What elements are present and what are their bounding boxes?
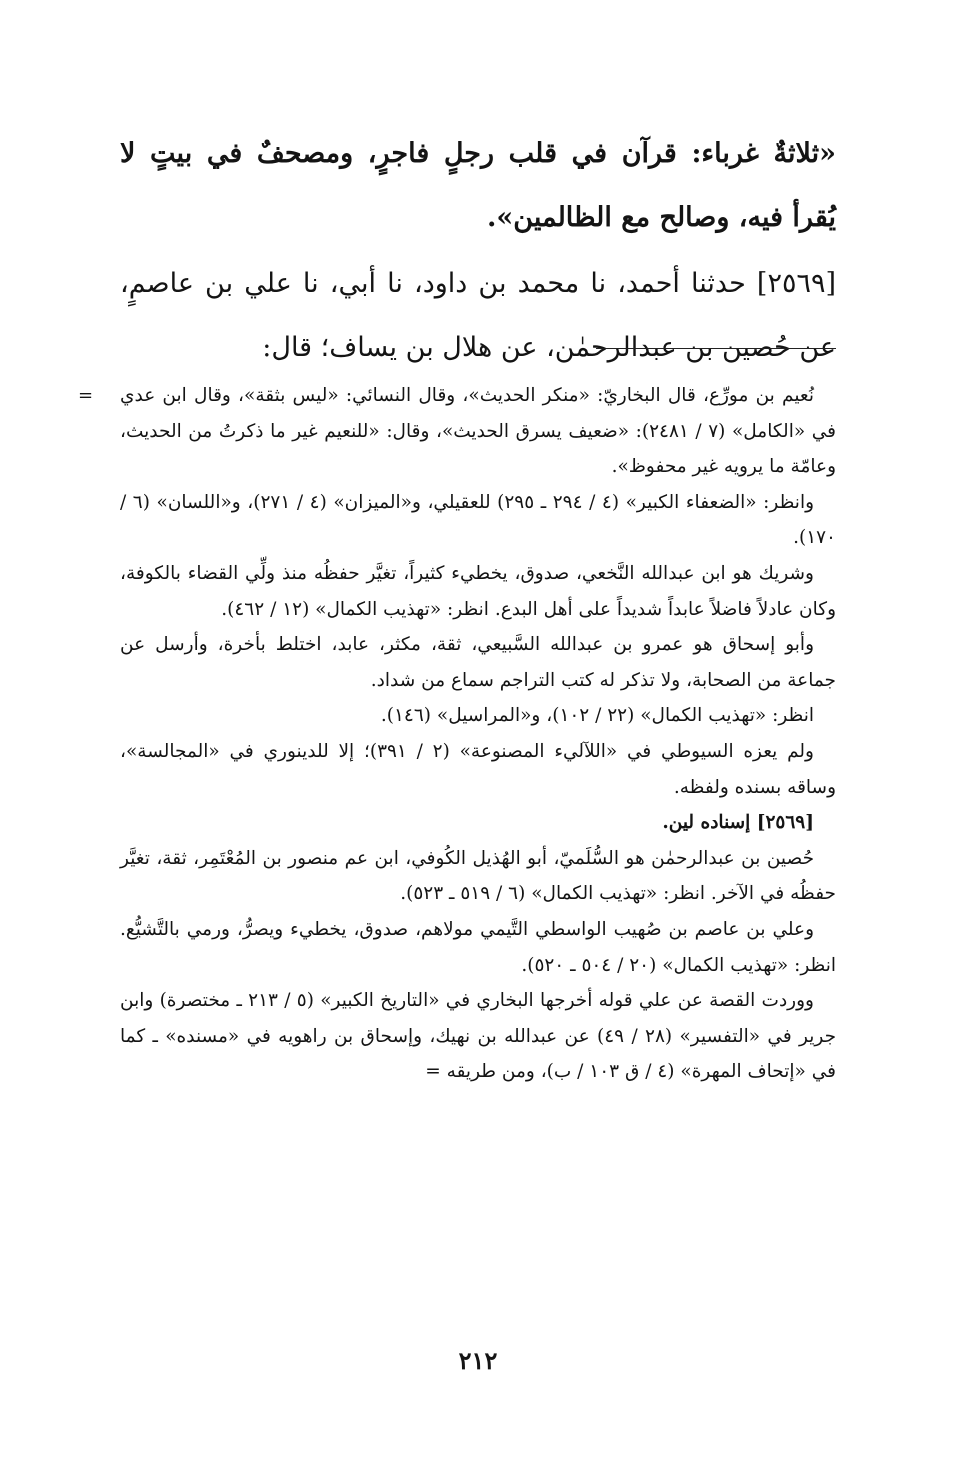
footnote-paragraph: وانظر: «الضعفاء الكبير» (٤ / ٢٩٤ ـ ٢٩٥) للعقيلي، و«الميزان» (٤ / ٢٧١)، و«اللسان» (٦ / ١٧٠). bbox=[120, 491, 836, 549]
footnote-paragraph: وشريك هو ابن عبدالله النَّخعي، صدوق، يخطيء كثيراً، تغيَّر حفظُه منذ ولِّي القضاء بالكوفة، وكان عادلاً فاضلاً عابداً شديداً على أهل البدع. انظر: «تهذيب الكمال» (١٢ / ٤٦٢). bbox=[120, 562, 836, 620]
footnote-paragraph: ووردت القصة عن علي قوله أخرجها البخاري في «التاريخ الكبير» (٥ / ٢١٣ ـ مختصرة) وابن جرير في «التفسير» (٢٨ / ٤٩) عن عبدالله بن نهيك، وإسحاق بن راهويه في «مسنده» ـ كما في «إتحاف المهرة» (٤ / ق ١٠٣ / ب)، ومن طريقه = bbox=[120, 990, 837, 1083]
footnote-divider bbox=[596, 348, 836, 349]
footnote-paragraph: حُصين بن عبدالرحمٰن هو السُّلَميّ، أبو الهُذيل الكُوفي، ابن عم منصور بن المُعْتَمِر، ثقة، تغيَّر حفظُه في الآخر. انظر: «تهذيب الكمال» (٦ / ٥١٩ ـ ٥٢٣). bbox=[120, 847, 836, 905]
footnote-paragraph: ولم يعزه السيوطي في «اللآليء المصنوعة» (٢ / ٣٩١)؛ إلا للدينوري في «المجالسة»، وساقه بسنده ولفظه. bbox=[120, 740, 836, 798]
isnad-chain-text: [٢٥٦٩] حدثنا أحمد، نا محمد بن داود، نا أبي، نا علي بن عاصمٍ، عن حُصين بن عبدالرحمٰن، عن هلال بن يساف؛ قال: bbox=[120, 268, 836, 363]
footnote-paragraph: انظر: «تهذيب الكمال» (٢٢ / ١٠٢)، و«المراسيل» (١٤٦). bbox=[380, 705, 814, 727]
main-text bbox=[120, 122, 836, 380]
footnote-paragraph: وعلي بن عاصم بن صُهيب الواسطي التَّيمي مولاهم، صدوق، يخطيء ويصرُّ، ورمي بالتَّشيُّع. انظر: «تهذيب الكمال» (٢٠ / ٥٠٤ ـ ٥٢٠). bbox=[120, 918, 836, 976]
page-number: ٢١٢ bbox=[458, 1346, 498, 1375]
continuation-mark: = bbox=[78, 385, 94, 406]
footnote-paragraph: نُعيم بن مورِّع، قال البخاريّ: «منكر الحديث»، وقال النسائي: «ليس بثقة»، وقال ابن عدي في «الكامل» (٧ / ٢٤٨١): «ضعيف يسرق الحديث»، وقال: «للنعيم غير ما ذكرتُ من الحديث، وعامّة ما يرويه غير محفوظ». bbox=[120, 385, 836, 478]
footnote-paragraph: وأبو إسحاق هو عمرو بن عبدالله السَّبيعي، ثقة، مكثر، عابد، اختلط بأخرة، وأرسل عن جماعة من الصحابة، ولا تذكر له كتب التراجم سماع من شداد. bbox=[120, 634, 836, 691]
footnote-heading: [٢٥٦٩] إسناده لين. bbox=[662, 812, 814, 834]
hadith-text: «ثلاثةٌ غرباء: قرآن في قلب رجلٍ فاجرٍ، ومصحفٌ في بيتٍ لا يُقرأ فيه، وصالح مع الظالمين». bbox=[120, 138, 836, 233]
book-page bbox=[78, 0, 837, 1480]
footnotes bbox=[120, 378, 836, 1090]
